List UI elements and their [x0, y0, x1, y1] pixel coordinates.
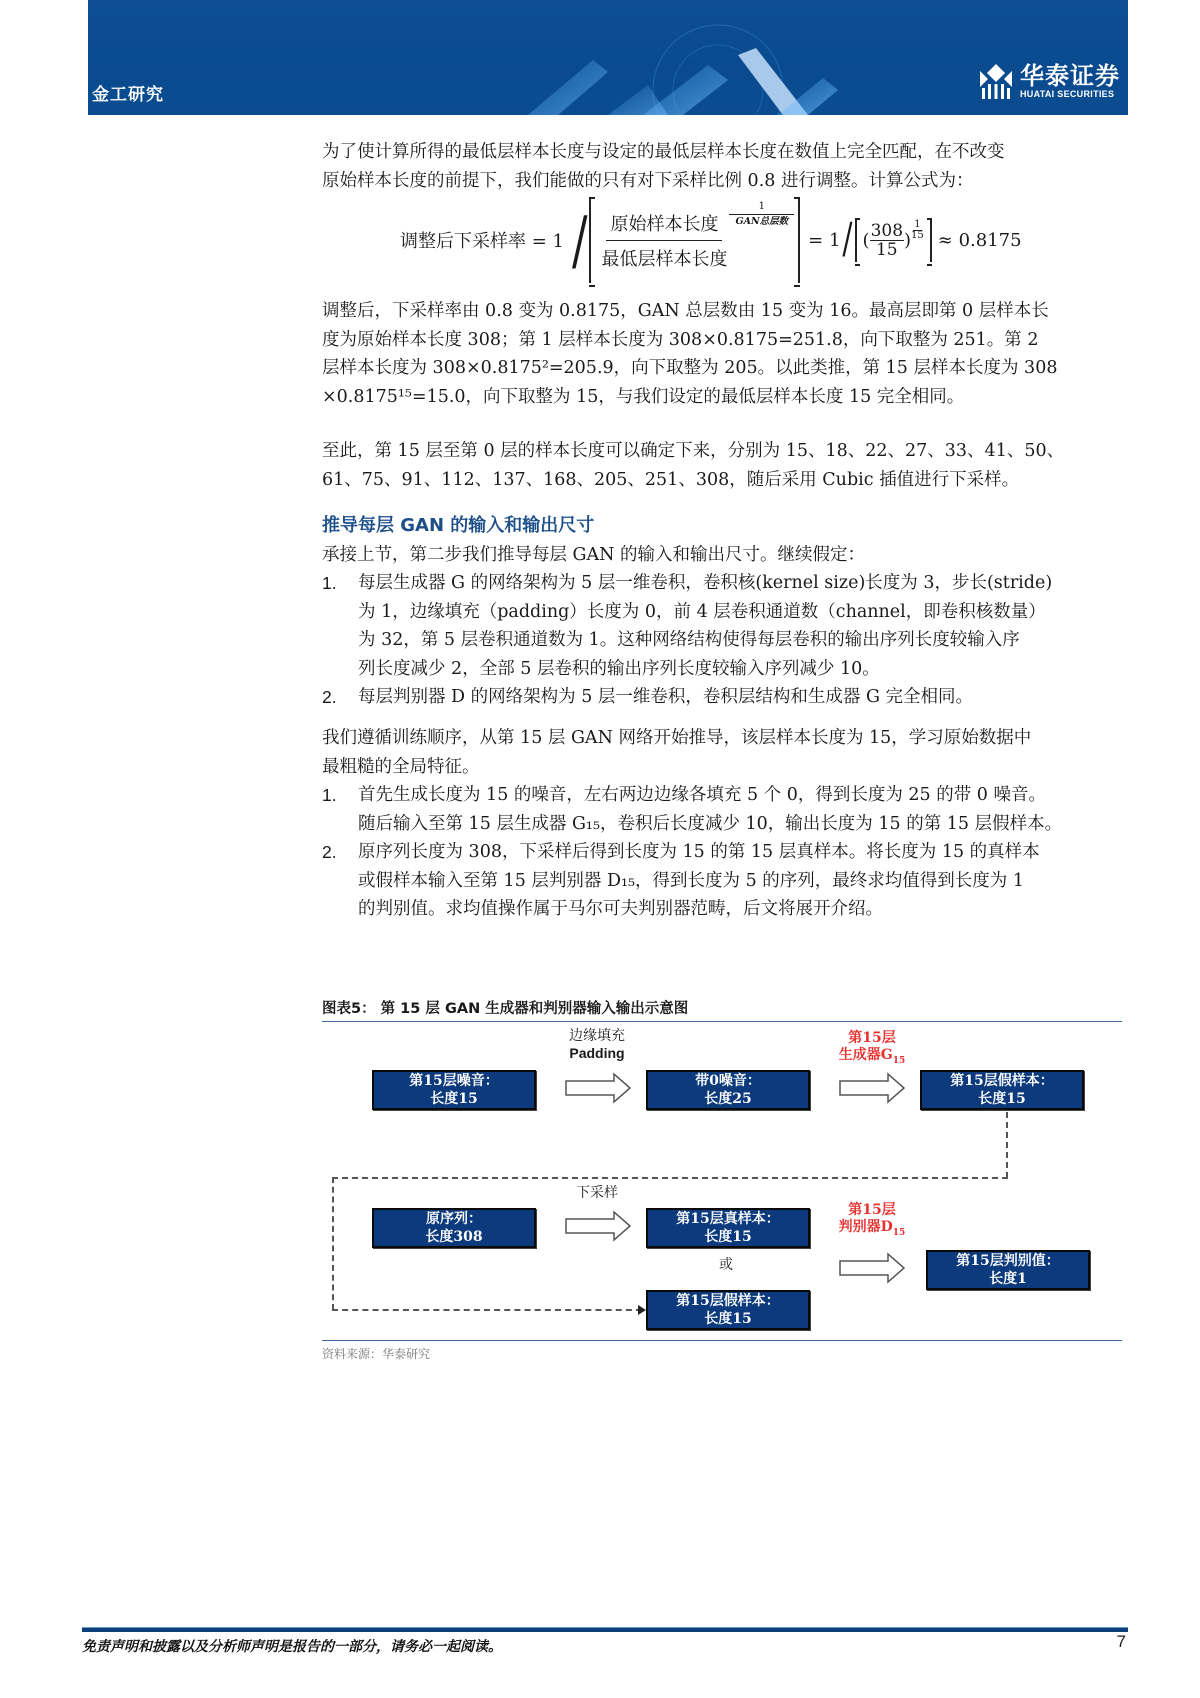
formula-result: ≈ 0.8175 — [937, 229, 1022, 251]
formula-numerator: 原始样本长度 — [606, 210, 722, 241]
paragraph-intro-line2: 原始样本长度的前提下，我们能做的只有对下采样比例 0.8 进行调整。计算公式为： — [322, 170, 974, 191]
box-line: 长度308 — [425, 1229, 483, 1245]
paragraph-section-intro: 承接上节，第二步我们推导每层 GAN 的输入和输出尺寸。继续假定： — [322, 544, 866, 565]
logo-chinese-name: 华泰证券 — [1020, 62, 1120, 90]
label-discriminator-line2: 判别器D — [838, 1219, 893, 1235]
section-label: 金工研究 — [92, 85, 164, 105]
value-numerator: 308 — [870, 220, 904, 241]
figure-bottom-rule — [322, 1340, 1122, 1341]
box-line: 长度15 — [704, 1229, 752, 1245]
list-item — [322, 683, 1122, 712]
arrowhead-icon — [638, 1304, 646, 1316]
huatai-logo-icon — [978, 62, 1014, 100]
value-exp-denominator: 15 — [911, 230, 924, 241]
main-content — [322, 138, 1122, 195]
paragraph-adjustment — [322, 297, 1122, 411]
paragraph-line: 我们遵循训练顺序，从第 15 层 GAN 网络开始推导，该层样本长度为 15，学习原始数据中 — [322, 728, 1032, 748]
dashed-connector-bottom — [332, 1309, 642, 1311]
list-item — [322, 838, 1122, 924]
banner-decoration-graphic — [88, 0, 1128, 115]
box-line: 第15层判别值： — [956, 1253, 1060, 1269]
list-line: 为 1，边缘填充（padding）长度为 0，前 4 层卷积通道数（channel，即卷积核数量） — [358, 601, 1046, 622]
formula-eq2: = 1 — [808, 229, 841, 251]
paragraph-line: 至此，第 15 层至第 0 层的样本长度可以确定下来，分别为 15、18、22、27、33、41、50、 — [322, 441, 1065, 461]
box-line: 长度15 — [704, 1311, 752, 1327]
box-padded-noise — [646, 1070, 810, 1110]
list-index: 1. — [322, 785, 337, 805]
footer-disclaimer: 免责声明和披露以及分析师声明是报告的一部分，请务必一起阅读。 — [82, 1639, 502, 1655]
label-or: 或 — [719, 1257, 733, 1273]
list-line: 为 32，第 5 层卷积通道数为 1。这种网络结构使得每层卷积的输出序列长度较输入序 — [358, 630, 1020, 650]
label-generator-subscript: 15 — [892, 1055, 906, 1066]
formula-bracket — [589, 197, 800, 283]
list-item — [322, 781, 1122, 838]
list-line: 或假样本输入至第 15 层判别器 D₁₅，得到长度为 5 的序列，最终求均值得到长度为 1 — [358, 870, 1024, 891]
label-downsample: 下采样 — [576, 1185, 618, 1201]
box-noise — [372, 1070, 536, 1110]
value-exponent — [911, 220, 924, 241]
box-line: 长度25 — [704, 1091, 752, 1107]
box-line: 原序列： — [426, 1211, 482, 1227]
paragraph-line: ×0.8175¹⁵=15.0，向下取整为 15，与我们设定的最低层样本长度 15 完全相同。 — [322, 386, 965, 407]
list-item — [322, 569, 1122, 683]
figure-source: 资料来源：华泰研究 — [322, 1347, 431, 1361]
box-line: 长度15 — [978, 1091, 1026, 1107]
box-original-sequence — [372, 1208, 536, 1248]
paragraph-line: 调整后，下采样率由 0.8 变为 0.8175，GAN 总层数由 15 变为 16。最高层即第 0 层样本长 — [322, 301, 1049, 321]
exponent-numerator: 1 — [729, 201, 794, 215]
division-slash: / — [571, 202, 588, 278]
box-line: 第15层假样本： — [676, 1293, 780, 1309]
arrow-right-icon — [838, 1072, 908, 1104]
label-discriminator-subscript: 15 — [892, 1227, 906, 1238]
box-line: 长度1 — [989, 1271, 1027, 1287]
steps-list — [322, 781, 1122, 924]
page-number: 7 — [1116, 1632, 1126, 1651]
box-discriminator-score — [926, 1250, 1090, 1290]
section-training-order — [322, 724, 1122, 924]
list-line: 随后输入至第 15 层生成器 G₁₅，卷积后长度减少 10，输出长度为 15 的第 15 层假样本。 — [358, 813, 1063, 834]
list-index: 2. — [322, 687, 337, 707]
footer-rule — [82, 1627, 1128, 1632]
downsample-rate-formula — [400, 195, 1022, 285]
arrow-right-icon — [564, 1210, 634, 1242]
arrow-right-icon — [564, 1072, 634, 1104]
dashed-connector-vertical — [1006, 1112, 1008, 1178]
paragraph-line: 层样本长度为 308×0.8175²=205.9，向下取整为 205。以此类推，第 15 层样本长度为 308 — [322, 358, 1058, 378]
box-fake-sample-bottom — [646, 1290, 810, 1330]
formula-fraction — [601, 210, 727, 271]
box-line: 第15层噪音： — [409, 1073, 499, 1089]
formula-denominator: 最低层样本长度 — [601, 248, 728, 270]
dashed-connector-left — [332, 1177, 334, 1310]
box-line: 第15层假样本： — [950, 1073, 1054, 1089]
label-discriminator — [827, 1202, 917, 1242]
dashed-connector-horizontal — [332, 1177, 1008, 1179]
section-heading: 推导每层 GAN 的输入和输出尺寸 — [322, 515, 595, 536]
paragraph-intro-line1: 为了使计算所得的最低层样本长度与设定的最低层样本长度在数值上完全匹配，在不改变 — [322, 142, 1005, 162]
box-line: 带0噪音： — [695, 1073, 761, 1089]
exponent-denominator: GAN总层数 — [735, 216, 789, 227]
label-generator-line1: 第15层 — [848, 1030, 896, 1046]
list-index: 2. — [322, 842, 337, 862]
logo-english-name: HUATAI SECURITIES — [1020, 89, 1115, 99]
label-padding-en: Padding — [569, 1045, 625, 1061]
assumption-list — [322, 569, 1122, 712]
list-line: 列长度减少 2，全部 5 层卷积的输出序列长度较输入序列减少 10。 — [358, 658, 880, 679]
label-padding-cn: 边缘填充 — [569, 1028, 625, 1044]
figure-title: 图表5： 第 15 层 GAN 生成器和判别器输入输出示意图 — [322, 997, 1122, 1022]
box-real-sample — [646, 1208, 810, 1248]
list-line: 原序列长度为 308，下采样后得到长度为 15 的第 15 层真样本。将长度为 15 的真样本 — [358, 842, 1040, 862]
box-fake-sample-top — [920, 1070, 1084, 1110]
paragraph-line: 最粗糙的全局特征。 — [322, 756, 480, 777]
formula-exponent — [735, 201, 788, 228]
paragraph-line: 度为原始样本长度 308；第 1 层样本长度为 308×0.8175=251.8，向下取整为 251。第 2 — [322, 329, 1039, 350]
value-exp-numerator: 1 — [914, 219, 921, 230]
list-line: 每层判别器 D 的网络架构为 5 层一维卷积，卷积层结构和生成器 G 完全相同。 — [358, 687, 974, 707]
formula-value-bracket: ( $\frac{308}{15}$ ) $\frac{1}{15}$ — [855, 218, 932, 262]
label-generator-line2: 生成器G — [838, 1047, 893, 1063]
list-line: 每层生成器 G 的网络架构为 5 层一维卷积，卷积核(kernel size)长度为 3，步长(stride) — [358, 573, 1053, 593]
box-line: 第15层真样本： — [676, 1211, 780, 1227]
formula-lhs: 调整后下采样率 = 1 — [400, 231, 564, 252]
gan-io-diagram — [322, 1020, 1122, 1338]
division-slash-2: / — [842, 214, 853, 264]
arrow-right-icon — [838, 1252, 908, 1284]
list-line: 的判别值。求均值操作属于马尔可夫判别器范畴，后文将展开介绍。 — [358, 899, 883, 919]
value-fraction — [870, 222, 904, 259]
box-line: 长度15 — [430, 1091, 478, 1107]
list-index: 1. — [322, 573, 337, 593]
label-discriminator-line1: 第15层 — [848, 1202, 896, 1218]
label-generator — [827, 1030, 917, 1070]
paragraph-line: 61、75、91、112、137、168、205、251、308，随后采用 Cubic 插值进行下采样。 — [322, 469, 1020, 490]
huatai-logo — [978, 62, 1120, 100]
label-padding — [552, 1028, 642, 1062]
list-line: 首先生成长度为 15 的噪音，左右两边边缘各填充 5 个 0，得到长度为 25 的带 0 噪音。 — [358, 785, 1047, 805]
header-banner — [88, 0, 1128, 115]
paragraph-layer-lengths — [322, 437, 1122, 494]
value-denominator: 15 — [875, 239, 898, 260]
section-gan-io — [322, 512, 1122, 712]
